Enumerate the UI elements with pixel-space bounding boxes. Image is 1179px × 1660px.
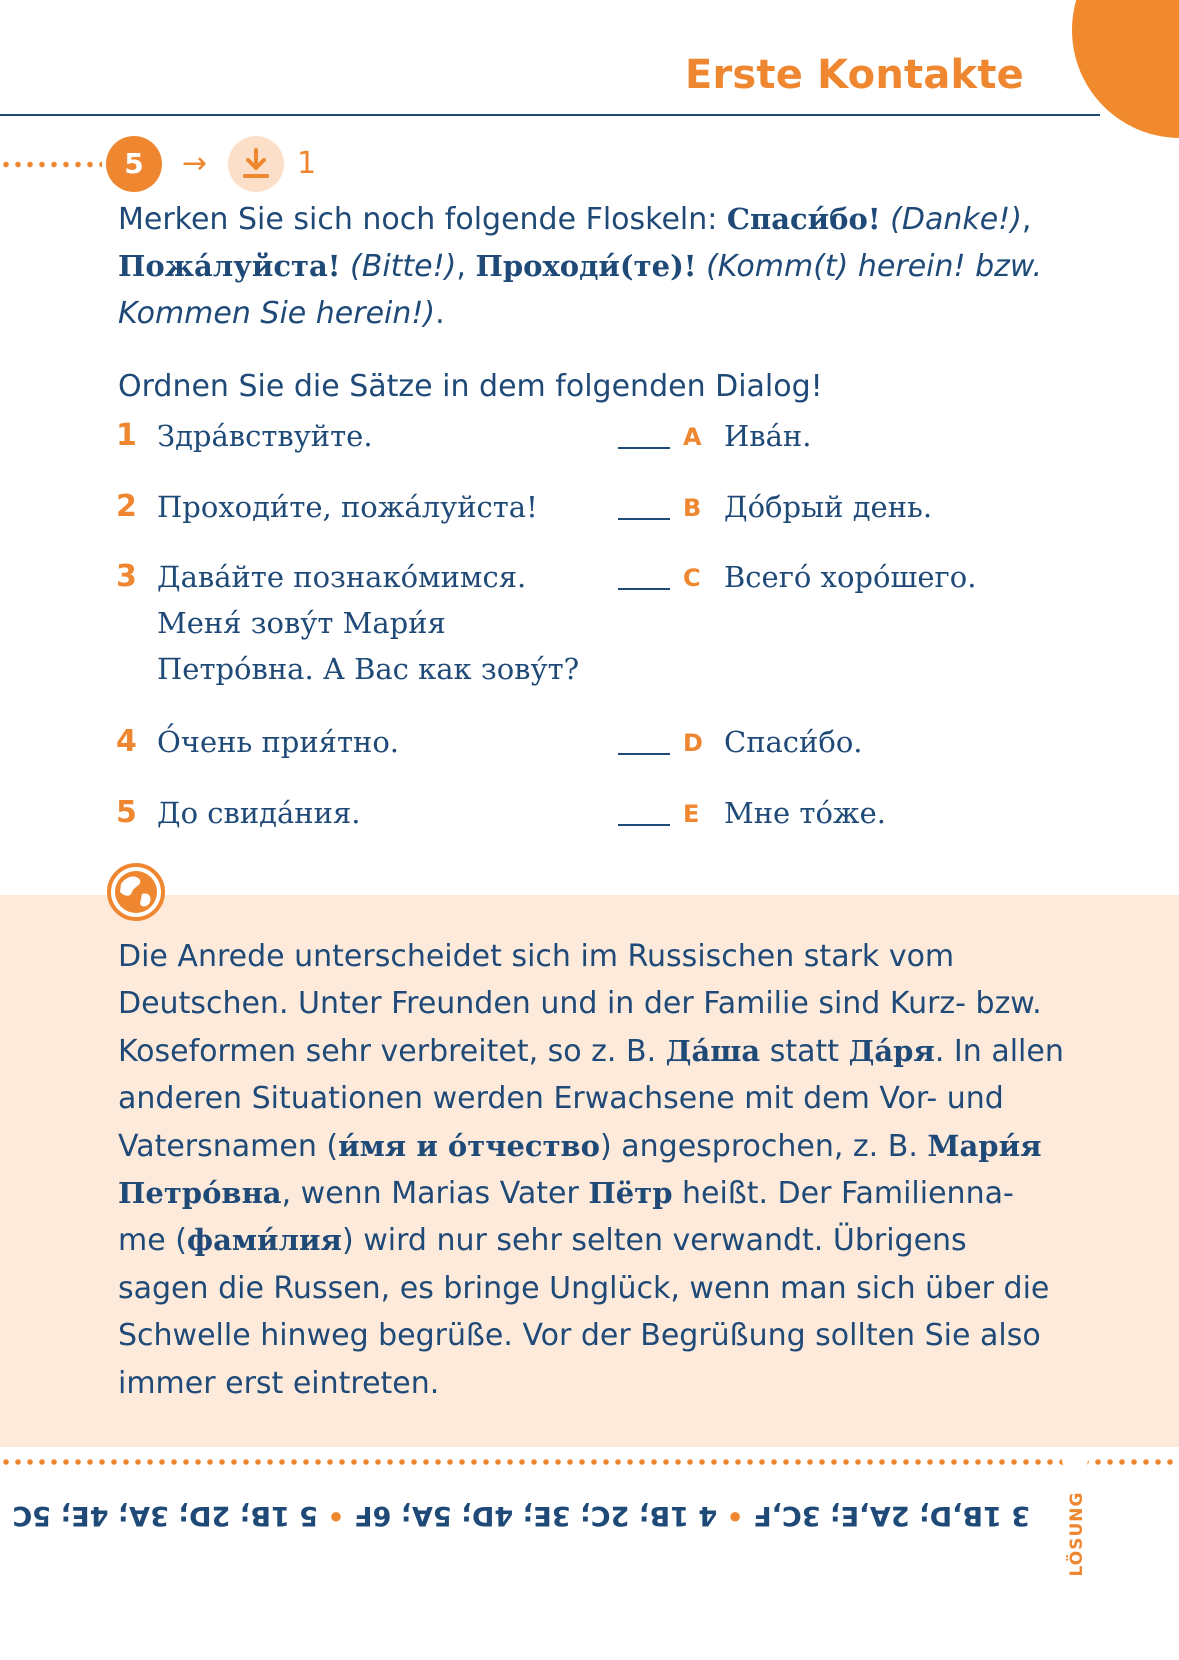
intro-line-2 (118, 243, 1042, 290)
intro-text: . (435, 296, 445, 331)
culture-line: Die Anrede unterscheidet sich im Russischen stark vom (118, 939, 955, 974)
culture-text-part: , wenn Marias Vater (281, 1176, 589, 1212)
culture-line: sagen die Russen, es bringe Unglück, wenn man sich über die (118, 1270, 1050, 1306)
answer-blank[interactable] (618, 518, 670, 520)
arrow-icon: → (182, 146, 208, 181)
bullet: • (327, 1500, 345, 1531)
download-audio-icon[interactable] (228, 136, 284, 192)
solution-tab (1062, 1450, 1088, 1470)
download-arrow-icon (242, 148, 270, 180)
solution-answers (12, 1496, 1030, 1534)
answer-blank[interactable] (618, 824, 670, 826)
dialog-response: Ива́н. (724, 419, 812, 453)
russian-term: Мари́я (927, 1128, 1042, 1163)
russian-term: Да́ря (848, 1033, 935, 1068)
exercise-header (0, 136, 400, 192)
russian-term: Да́ша (665, 1033, 761, 1068)
audio-track-number: 1 (297, 146, 317, 181)
answer-blank[interactable] (618, 753, 670, 755)
culture-line (118, 1028, 1064, 1075)
culture-line (118, 1170, 1064, 1217)
exercise-number-badge: 5 (106, 136, 162, 192)
solution-number: 4 (698, 1500, 718, 1531)
solution-value: 1B,D; 2A,E; 3C,F (753, 1500, 1002, 1531)
culture-line: Schwelle hinweg begrüße. Vor der Begrüßung sollten Sie also (118, 1318, 1041, 1354)
dialog-letter: D (683, 729, 703, 757)
intro-text: , (1021, 202, 1032, 237)
culture-line: Deutschen. Unter Freunden und in der Familie sind Kurz- bzw. (118, 986, 1042, 1022)
russian-term: фами́лия (186, 1223, 342, 1258)
dialog-sentence: До свида́ния. (157, 796, 361, 830)
culture-text (118, 933, 1064, 1407)
dialog-response: Всего́ хоро́шего. (724, 560, 977, 594)
solution-label-text: LÖSUNG (1067, 1491, 1087, 1577)
dialog-letter: B (683, 494, 702, 522)
culture-line: anderen Situationen werden Erwachsene mit dem Vor- und (118, 1081, 1004, 1117)
corner-decoration (1072, 0, 1179, 138)
solution-number: 5 (299, 1500, 318, 1531)
translation-text: (Danke!) (890, 202, 1022, 237)
phrase-pozhaluysta: Пожа́луйста! (118, 249, 341, 283)
translation-text: (Komm(t) herein! bzw. (706, 249, 1043, 284)
culture-text-part: me ( (118, 1223, 187, 1259)
intro-text (881, 202, 891, 237)
answer-blank[interactable] (618, 588, 670, 590)
dotted-line (0, 161, 102, 168)
chapter-title: Erste Kontakte (684, 52, 1024, 98)
dialog-letter: A (683, 423, 702, 451)
russian-term: Пётр (588, 1176, 673, 1211)
globe-icon (106, 862, 166, 922)
intro-text (697, 249, 707, 284)
culture-line (118, 1217, 1064, 1264)
answer-blank[interactable] (618, 447, 670, 449)
dialog-response: Спаси́бо. (724, 725, 863, 759)
dialog-number: 3 (116, 559, 137, 594)
dialog-sentence: О́чень прия́тно. (157, 725, 400, 759)
dotted-divider (0, 1458, 1179, 1466)
dialog-letter: E (683, 800, 700, 828)
culture-text-part: . In allen (934, 1033, 1064, 1069)
solution-label (1062, 1484, 1092, 1584)
solution-value: 1B; 2C; 3E; 4D; 5A; 6F (354, 1500, 689, 1531)
phrase-prokhodite: Проходи́(те)! (475, 249, 697, 283)
intro-text: Merken Sie sich noch folgende Floskeln: (118, 202, 727, 237)
solution-value: 1B; 2D; 3A; 4E; 5C (12, 1500, 290, 1531)
intro-text (340, 249, 350, 284)
russian-term: Петро́вна (118, 1176, 282, 1211)
intro-line-1 (118, 196, 1031, 243)
dialog-number: 4 (116, 724, 137, 759)
dialog-number: 1 (116, 418, 137, 453)
dialog-sentence: Меня́ зову́т Мари́я (157, 606, 446, 640)
culture-line: immer erst eintreten. (118, 1365, 440, 1401)
dialog-response: До́брый день. (724, 490, 933, 524)
translation-text: Kommen Sie herein!) (118, 296, 436, 331)
culture-text-part: ) wird nur sehr selten verwandt. Übrigens (341, 1223, 967, 1259)
culture-text-part: statt (760, 1033, 849, 1069)
dialog-letter: C (683, 564, 701, 592)
culture-text-part: ) angesprochen, z. B. (600, 1128, 928, 1164)
solution-number: 3 (1011, 1500, 1030, 1531)
culture-text-part: Koseformen sehr verbreitet, so z. B. (118, 1033, 666, 1069)
bullet: • (726, 1500, 744, 1531)
culture-text-part: Vatersnamen ( (118, 1128, 339, 1164)
dialog-sentence: Петро́вна. А Вас как зову́т? (157, 652, 580, 686)
task-instruction: Ordnen Sie die Sätze in dem folgenden Dialog! (118, 369, 823, 404)
dialog-response: Мне то́же. (724, 796, 886, 830)
culture-line (118, 1123, 1064, 1170)
culture-text-part: heißt. Der Familienna- (672, 1176, 1014, 1212)
intro-text: , (456, 249, 476, 284)
russian-term: и́мя и о́тчество (338, 1128, 601, 1163)
dialog-sentence: Здра́вствуйте. (157, 419, 373, 453)
dialog-sentence: Проходи́те, пожа́луйста! (157, 490, 538, 524)
dialog-number: 2 (116, 489, 137, 524)
intro-line-3 (118, 290, 445, 337)
dialog-sentence: Дава́йте познако́мимся. (157, 560, 527, 594)
translation-text: (Bitte!) (350, 249, 457, 284)
header-divider (0, 114, 1100, 116)
phrase-spasibo: Спаси́бо! (726, 202, 881, 236)
dialog-number: 5 (116, 795, 137, 830)
